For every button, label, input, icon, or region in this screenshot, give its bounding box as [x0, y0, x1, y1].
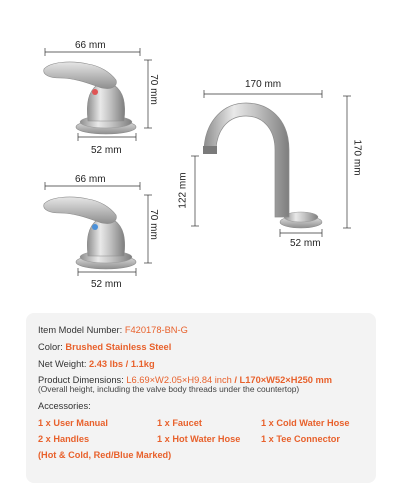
accessory-tee-connector: 1 x Tee Connector	[261, 434, 340, 444]
accessory-hot-water-hose: 1 x Hot Water Hose	[157, 434, 241, 444]
hot-marker-icon	[92, 89, 98, 95]
color-label: Color:	[38, 342, 66, 352]
handle2-height-label: 70 mm	[147, 209, 159, 240]
weight-row	[38, 359, 155, 369]
dimensions-note: (Overall height, including the valve body threads under the countertop)	[38, 384, 300, 394]
color-value: Brushed Stainless Steel	[65, 342, 172, 352]
accessory-cold-water-hose: 1 x Cold Water Hose	[261, 418, 350, 428]
model-number-label: Item Model Number:	[38, 325, 125, 335]
spout-base-label: 52 mm	[290, 238, 321, 249]
spout-height-label: 170 mm	[351, 139, 363, 176]
color-row	[38, 342, 171, 352]
spout-inner-height-label: 122 mm	[177, 172, 189, 209]
cold-marker-icon	[92, 224, 98, 230]
dimensions-mm-value: / L170×W52×H250 mm	[231, 375, 333, 385]
handle2-base-label: 52 mm	[91, 279, 122, 290]
handle2-width-label: 66 mm	[75, 174, 106, 185]
accessory-handles: 2 x Handles	[38, 434, 90, 444]
weight-label: Net Weight:	[38, 359, 89, 369]
hot-handle	[44, 62, 136, 134]
accessories-heading: Accessories:	[38, 401, 91, 411]
accessory-user-manual: 1 x User Manual	[38, 418, 108, 428]
accessory-handles-note: (Hot & Cold, Red/Blue Marked)	[38, 450, 172, 460]
faucet-spout	[203, 103, 322, 228]
model-number-value: F420178-BN-G	[124, 325, 188, 335]
handle1-width-label: 66 mm	[75, 40, 106, 51]
handle1-height-label: 70 mm	[147, 74, 159, 105]
handle1-base-label: 52 mm	[91, 145, 122, 156]
spout-reach-label: 170 mm	[245, 79, 282, 90]
weight-value: 2.43 lbs / 1.1kg	[88, 359, 155, 369]
model-number-row	[38, 325, 188, 335]
cold-handle	[44, 197, 136, 269]
dimensions-inch-value: L6.69×W2.05×H9.84 inch	[126, 375, 232, 385]
accessory-faucet: 1 x Faucet	[157, 418, 202, 428]
dimensions-label: Product Dimensions:	[38, 375, 127, 385]
